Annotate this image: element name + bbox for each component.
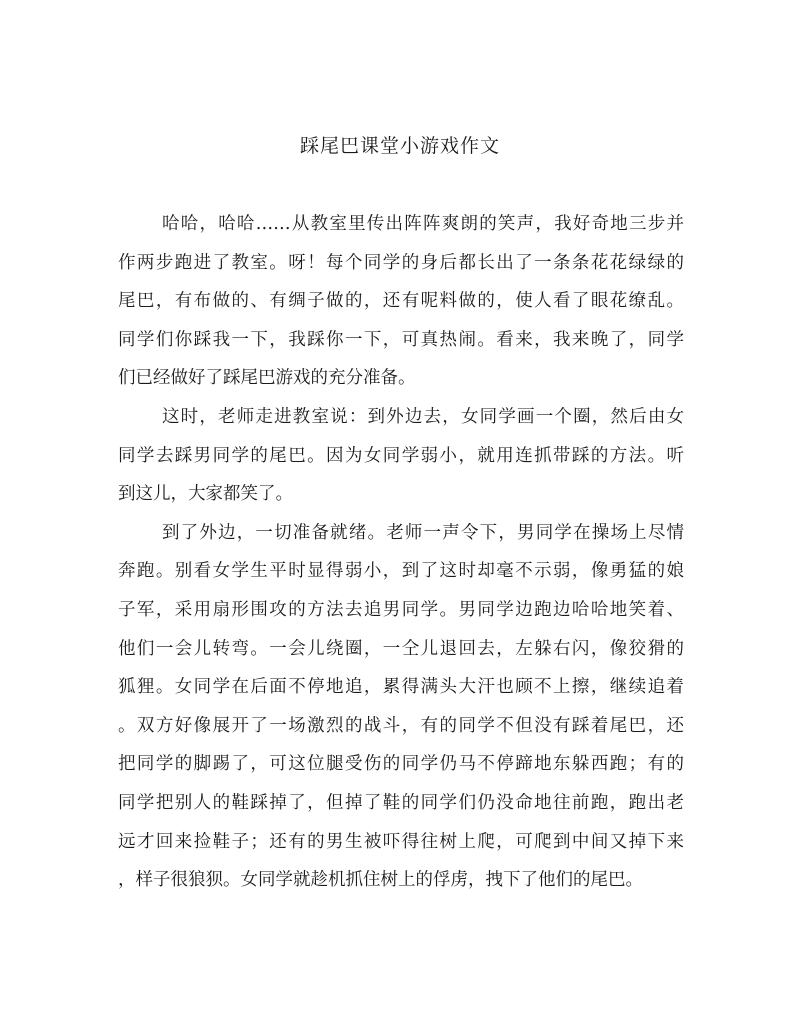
text-line: 哈哈，哈哈……从教室里传出阵阵爽朗的笑声，我好奇地三步并 xyxy=(162,214,684,234)
text-line: 子军，采用扇形围攻的方法去追男同学。男同学边跑边哈哈地笑着、 xyxy=(118,599,684,620)
text-line: 奔跑。别看女学生平时显得弱小，到了这时却毫不示弱，像勇猛的娘 xyxy=(118,561,684,582)
text-line: 同学去踩男同学的尾巴。因为女同学弱小，就用连抓带踩的方法。听 xyxy=(118,445,684,466)
text-line: 尾巴，有布做的、有绸子做的，还有呢料做的，使人看了眼花缭乱。 xyxy=(118,291,684,312)
text-line: 到了外边，一切准备就绪。老师一声令下，男同学在操场上尽情 xyxy=(162,522,684,543)
text-line: 这时，老师走进教室说：到外边去，女同学画一个圈，然后由女 xyxy=(162,406,684,427)
text-line: 作两步跑进了教室。呀！每个同学的身后都长出了一条条花花绿绿的 xyxy=(118,252,684,273)
text-line: 狐狸。女同学在后面不停地追，累得满头大汗也顾不上擦，继续追着 xyxy=(118,677,684,698)
text-line: 远才回来捡鞋子；还有的男生被吓得往树上爬，可爬到中间又掉下来 xyxy=(118,831,684,852)
document-body xyxy=(118,205,684,900)
document-title: 踩尾巴课堂小游戏作文 xyxy=(299,135,500,157)
text-line: 到这儿，大家都笑了。 xyxy=(118,484,293,505)
text-line: ，样子很狼狈。女同学就趁机抓住树上的俘虏，拽下了他们的尾巴。 xyxy=(118,870,643,891)
text-line: 们已经做好了踩尾巴游戏的充分准备。 xyxy=(118,368,416,389)
text-line: 同学把别人的鞋踩掉了，但掉了鞋的同学们仍没命地往前跑，跑出老 xyxy=(118,792,684,813)
text-line: 他们一会儿转弯。一会儿绕圈，一仝儿退回去，左躲右闪，像狡猾的 xyxy=(118,638,684,659)
text-line: 。双方好像展开了一场激烈的战斗，有的同学不但没有踩着尾巴，还 xyxy=(118,715,684,736)
text-line: 把同学的脚踢了，可这位腿受伤的同学仍马不停蹄地东躲西跑；有的 xyxy=(118,754,684,775)
text-line: 同学们你踩我一下，我踩你一下，可真热闹。看来，我来晚了，同学 xyxy=(118,329,684,350)
